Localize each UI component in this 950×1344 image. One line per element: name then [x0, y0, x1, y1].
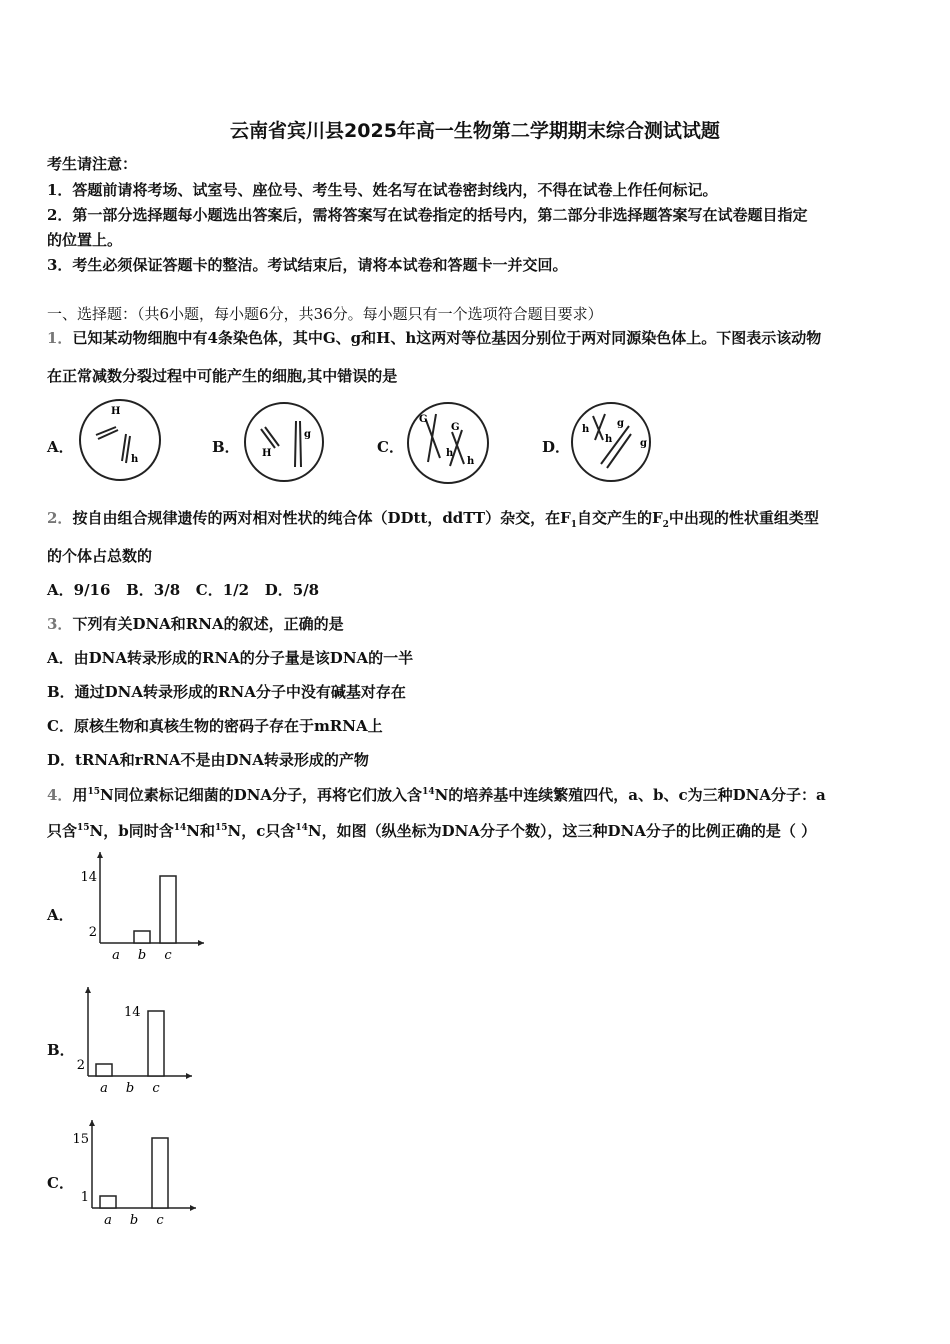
y-tick-label: 15 — [72, 1132, 89, 1147]
q4-stem-1c: N的培养基中连续繁殖四代，a、b、c为三种DNA分子：a — [434, 786, 826, 804]
q4-stem-1a: 用 — [72, 786, 88, 804]
y-axis-arrow — [85, 987, 91, 993]
allele-label: h — [131, 454, 139, 465]
cell-diagram-a — [78, 398, 164, 484]
q4-option-a[interactable]: A． — [47, 906, 74, 924]
x-tick-label: b — [129, 1213, 139, 1228]
bar-c — [160, 876, 176, 943]
x-tick-label: c — [156, 1213, 164, 1228]
q2-sub-1: 1 — [570, 520, 577, 530]
chromosome-icon — [261, 427, 279, 448]
allele-label: h — [582, 424, 590, 435]
q3-option-b[interactable]: B．通过DNA转录形成的RNA分子中没有碱基对存在 — [47, 683, 406, 701]
allele-label: H — [111, 406, 121, 417]
bar-chart-a — [70, 850, 210, 965]
bar-a — [96, 1064, 112, 1076]
bar-c — [152, 1138, 168, 1208]
allele-label: g — [617, 418, 624, 429]
q3-stem — [47, 613, 344, 634]
q2-stem-b: 自交产生的F — [577, 509, 663, 527]
allele-label: G — [419, 414, 428, 425]
allele-label: g — [304, 429, 311, 440]
q1-line2: 在正常减数分裂过程中可能产生的细胞,其中错误的是 — [47, 367, 398, 385]
q4-stem-2c: N和 — [186, 822, 215, 840]
q2-line2: 的个体占总数的 — [47, 547, 153, 565]
y-axis-arrow — [89, 1120, 95, 1126]
y-tick-label: 14 — [124, 1005, 141, 1020]
cell-membrane-b — [245, 403, 323, 481]
chromosome-icon — [601, 426, 631, 468]
chromosome-icon — [122, 434, 130, 463]
allele-label: h — [446, 448, 454, 459]
chromosome-icon — [593, 414, 605, 440]
section-heading: 一、选择题：（共6小题，每小题6分，共36分。每小题只有一个选项符合题目要求） — [47, 305, 603, 323]
cell-diagram-c — [406, 402, 494, 488]
y-tick-label: 2 — [76, 1058, 85, 1073]
q1-stem-1: 已知某动物细胞中有4条染色体，其中G、g和H、h这两对等位基因分别位于两对同源染色体上。下图表示该动物 — [72, 329, 822, 347]
y-tick-label: 1 — [80, 1190, 89, 1205]
q4-line2 — [47, 820, 816, 841]
q4-sup-14: 14 — [173, 823, 187, 833]
q4-stem-2a: 只含 — [47, 822, 78, 840]
q4-number: 4． — [47, 786, 73, 804]
q4-line1 — [47, 784, 826, 805]
q1-number: 1． — [47, 329, 73, 347]
cell-diagram-b — [243, 401, 329, 487]
notice-heading: 考生请注意： — [47, 155, 138, 173]
notice-item-1: 1．答题前请将考场、试室号、座位号、考生号、姓名写在试卷密封线内，不得在试卷上作任何标记。 — [47, 181, 718, 199]
chromosome-icon — [295, 421, 301, 467]
q2-stem-c: 中出现的性状重组类型 — [668, 509, 819, 527]
x-axis-arrow — [198, 940, 204, 946]
q4-sup-14: 14 — [295, 823, 308, 833]
cell-diagram-d — [571, 402, 653, 488]
q4-stem-2b: N，b同时含 — [89, 822, 174, 840]
q4-option-c[interactable]: C． — [47, 1174, 74, 1192]
x-tick-label: a — [112, 948, 120, 963]
allele-label: H — [262, 448, 272, 459]
q4-sup-14: 14 — [422, 787, 435, 797]
q4-option-b[interactable]: B． — [47, 1041, 75, 1059]
q4-sup-15: 15 — [87, 787, 100, 797]
q4-sup-15: 15 — [77, 823, 90, 833]
q4-stem-2e: N，如图（纵坐标为DNA分子个数），这三种DNA分子的比例正确的是（ ） — [307, 822, 817, 840]
q2-options[interactable]: A．9/16 B．3/8 C．1/2 D．5/8 — [47, 581, 320, 599]
allele-label: h — [467, 456, 475, 467]
q2-number: 2． — [47, 509, 73, 527]
q3-option-d[interactable]: D．tRNA和rRNA不是由DNA转录形成的产物 — [47, 751, 369, 769]
bar-chart-c — [70, 1118, 210, 1233]
bar-c — [148, 1011, 164, 1076]
notice-item-2-cont: 的位置上。 — [47, 231, 123, 249]
x-tick-label: a — [100, 1081, 108, 1096]
y-tick-label: 14 — [80, 870, 97, 885]
allele-label: g — [640, 438, 647, 449]
q1-option-c[interactable]: C． — [377, 438, 404, 456]
allele-label: h — [605, 434, 613, 445]
q3-stem-text: 下列有关DNA和RNA的叙述，正确的是 — [72, 615, 344, 633]
x-tick-label: c — [152, 1081, 160, 1096]
notice-item-3: 3．考生必须保证答题卡的整洁。考试结束后，请将本试卷和答题卡一并交回。 — [47, 256, 568, 274]
allele-label: G — [451, 422, 460, 433]
bar-chart-b — [70, 985, 210, 1100]
q2-line1 — [47, 507, 819, 530]
y-axis-arrow — [97, 852, 103, 858]
q1-option-a[interactable]: A． — [47, 438, 74, 456]
chromosome-icon — [96, 427, 118, 439]
x-tick-label: b — [137, 948, 147, 963]
y-tick-label: 2 — [88, 925, 97, 940]
x-tick-label: b — [125, 1081, 135, 1096]
q2-stem-a: 按自由组合规律遗传的两对相对性状的纯合体（DDtt，ddTT）杂交，在F — [72, 509, 571, 527]
q4-stem-2d: N，c只含 — [227, 822, 296, 840]
q4-sup-15: 15 — [215, 823, 228, 833]
x-axis-arrow — [190, 1205, 196, 1211]
page-title: 云南省宾川县2025年高一生物第二学期期末综合测试试题 — [230, 120, 720, 142]
q3-number: 3． — [47, 615, 73, 633]
x-axis-arrow — [186, 1073, 192, 1079]
notice-item-2: 2．第一部分选择题每小题选出答案后，需将答案写在试卷指定的括号内，第二部分非选择题答案写在试卷题目指定 — [47, 206, 808, 224]
q2-sub-2: 2 — [662, 520, 669, 530]
q3-option-c[interactable]: C．原核生物和真核生物的密码子存在于mRNA上 — [47, 717, 383, 735]
q1-line1 — [47, 327, 821, 348]
chromosome-icon — [426, 414, 440, 462]
q4-stem-1b: N同位素标记细菌的DNA分子，再将它们放入含 — [99, 786, 423, 804]
x-tick-label: a — [104, 1213, 112, 1228]
q3-option-a[interactable]: A．由DNA转录形成的RNA的分子量是该DNA的一半 — [47, 649, 414, 667]
q1-option-b[interactable]: B． — [212, 438, 240, 456]
q1-option-d[interactable]: D． — [542, 438, 571, 456]
x-tick-label: c — [164, 948, 172, 963]
bar-b — [134, 931, 150, 943]
bar-a — [100, 1196, 116, 1208]
